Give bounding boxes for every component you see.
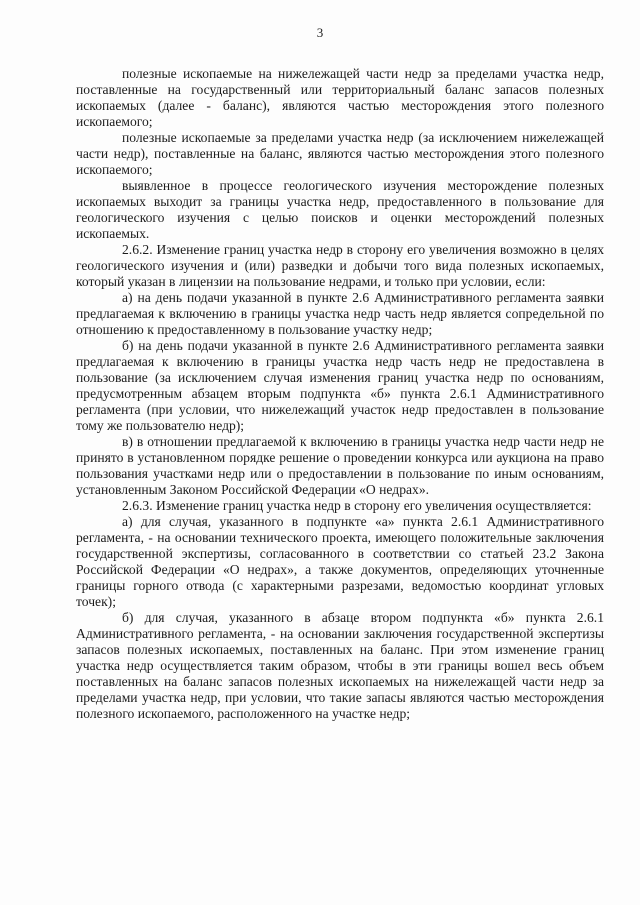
paragraph: б) для случая, указанного в абзаце втором подпункта «б» пункта 2.6.1 Административного регламента, - на основании заключения государственной экспертизы запасов полезных ископаемых, поставленных на баланс. При этом изменение границ участка недр осуществляется таким образом, чтобы в эти границы вошел весь объем поставленных на баланс запасов полезных ископаемых на нижележащей части недр за пределами участка недр, при условии, что такие запасы являются частью месторождения полезного ископаемого, расположенного на участке недр; [76, 610, 604, 721]
document-body [76, 66, 604, 722]
paragraph: выявленное в процессе геологического изучения месторождение полезных ископаемых выходит за границы участка недр, предоставленного в пользование для геологического изучения с целью поисков и оценки месторождений полезных ископаемых. [76, 178, 604, 241]
paragraph: б) на день подачи указанной в пункте 2.6 Административного регламента заявки предлагаемая к включению в границы участка недр часть недр не предоставлена в пользование (за исключением случая изменения границ участка недр по основаниям, предусмотренным абзацем вторым подпункта «б» пункта 2.6.1 Административного регламента (при условии, что нижележащий участок недр предоставлен в пользование тому же пользователю недр); [76, 338, 604, 433]
paragraph: 2.6.3. Изменение границ участка недр в сторону его увеличения осуществляется: [122, 498, 592, 513]
paragraph: полезные ископаемые на нижележащей части недр за пределами участка недр, поставленные на государственный или территориальный баланс запасов полезных ископаемых (далее - баланс), являются частью месторождения этого полезного ископаемого; [76, 66, 604, 129]
paragraph: в) в отношении предлагаемой к включению в границы участка недр части недр не принято в установленном порядке решение о проведении конкурса или аукциона на право пользования участками недр или о предоставлении в пользование по иным основаниям, установленным Законом Российской Федерации «О недрах». [76, 434, 604, 497]
paragraph: а) на день подачи указанной в пункте 2.6 Административного регламента заявки предлагаемая к включению в границы участка недр часть недр является сопредельной по отношению к предоставленному в пользование участку недр; [76, 290, 604, 337]
page-number: 3 [316, 25, 324, 40]
paragraph: а) для случая, указанного в подпункте «а» пункта 2.6.1 Административного регламента, - на основании технического проекта, имеющего положительные заключения государственной экспертизы, согласованного в соответствии со статьей 23.2 Закона Российской Федерации «О недрах», а также документов, определяющих уточненные границы горного отвода (с характерными разрезами, ведомостью координат угловых точек); [76, 514, 604, 609]
paragraph: 2.6.2. Изменение границ участка недр в сторону его увеличения возможно в целях геологического изучения и (или) разведки и добычи того вида полезных ископаемых, который указан в лицензии на пользование недрами, и только при условии, если: [76, 242, 604, 289]
paragraph: полезные ископаемые за пределами участка недр (за исключением нижележащей части недр), поставленные на баланс, являются частью месторождения этого полезного ископаемого; [76, 130, 604, 177]
